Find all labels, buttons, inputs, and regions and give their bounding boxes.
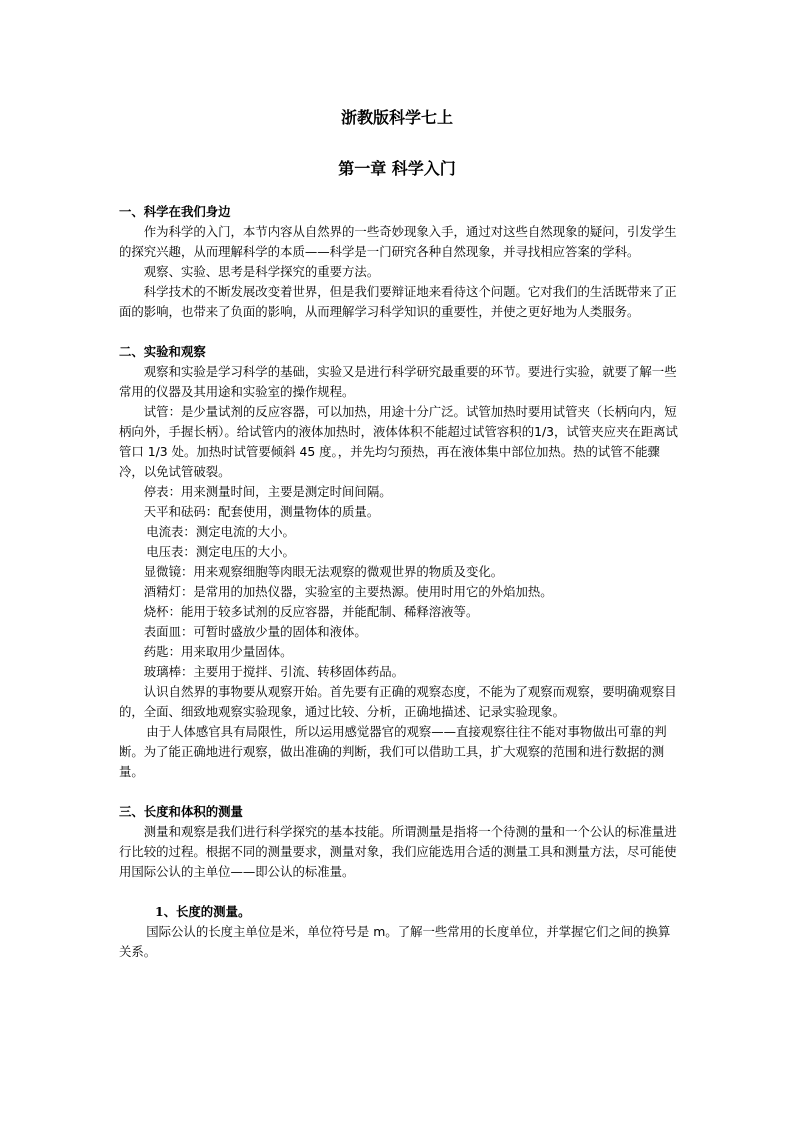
list-item: 显微镜：用来观察细胞等肉眼无法观察的微观世界的物质及变化。 — [143, 564, 504, 579]
list-item: 天平和砝码：配套使用，测量物体的质量。 — [143, 504, 380, 519]
paragraph: 作为科学的入门，本节内容从自然界的一些奇妙现象入手，通过对这些自然现象的疑问，引发学生的探究兴趣，从而理解科学的本质——科学是一门研究各种自然现象，并寻找相应答案的学科。 — [119, 224, 677, 259]
paragraph: 测量和观察是我们进行科学探究的基本技能。所谓测量是指将一个待测的量和一个公认的标准量进行比较的过程。根据不同的测量要求，测量对象，我们应能选用合适的测量工具和测量方法，尽可能使用国际公认的主单位——即公认的标准量。 — [119, 824, 677, 879]
paragraph: 由于人体感官具有局限性，所以运用感觉器官的观察——直接观察往往不能对事物做出可靠的判断。为了能正确地进行观察，做出准确的判断，我们可以借助工具，扩大观察的范围和进行数据的测量。 — [119, 724, 667, 779]
list-item: 药匙：用来取用少量固体。 — [143, 644, 293, 659]
document-body — [119, 202, 679, 962]
section-heading: 一、科学在我们身边 — [119, 204, 231, 219]
subsection-heading: 1、长度的测量。 — [155, 904, 251, 919]
paragraph: 观察、实验、思考是科学探究的重要方法。 — [143, 264, 380, 279]
list-item: 烧杯：能用于较多试剂的反应容器，并能配制、稀释溶液等。 — [143, 604, 479, 619]
paragraph: 国际公认的长度主单位是米，单位符号是 m。了解一些常用的长度单位，并掌握它们之间的换算关系。 — [119, 924, 671, 959]
section-heading: 三、长度和体积的测量 — [119, 804, 243, 819]
spacer — [119, 882, 679, 902]
paragraph: 观察和实验是学习科学的基础，实验又是进行科学研究最重要的环节。要进行实验，就要了解一些常用的仪器及其用途和实验室的操作规程。 — [119, 364, 677, 399]
list-item: 电压表：测定电压的大小。 — [146, 544, 295, 559]
list-item: 酒精灯：是常用的加热仪器，实验室的主要热源。使用时用它的外焰加热。 — [143, 584, 553, 599]
spacer — [119, 322, 679, 342]
list-item: 玻璃棒：主要用于搅拌、引流、转移固体药品。 — [143, 664, 404, 679]
paragraph: 试管：是少量试剂的反应容器，可以加热，用途十分广泛。试管加热时要用试管夹（长柄向内，短柄向外，手握长柄）。给试管内的液体加热时，液体体积不能超过试管容积的1/3，试管夹应夹在距离试管口 1/3 处。加热时试管要倾斜 45 度。，并先均匀预热，再在液体集中部位加热。热的试管不能骤冷，以免试管破裂。 — [119, 404, 678, 479]
spacer — [119, 782, 679, 802]
list-item: 停表：用来测量时间，主要是测定时间间隔。 — [143, 484, 392, 499]
chapter-title: 第一章 科学入门 — [338, 159, 456, 178]
paragraph: 科学技术的不断发展改变着世界，但是我们要辩证地来看待这个问题。它对我们的生活既带来了正面的影响，也带来了负面的影响，从而理解学习科学知识的重要性，并使之更好地为人类服务。 — [119, 284, 677, 319]
list-item: 电流表：测定电流的大小。 — [146, 524, 295, 539]
list-item: 表面皿：可暂时盛放少量的固体和液体。 — [143, 624, 367, 639]
paragraph: 认识自然界的事物要从观察开始。首先要有正确的观察态度，不能为了观察而观察，要明确观察目的，全面、细致地观察实验现象，通过比较、分析，正确地描述、记录实验现象。 — [119, 684, 677, 719]
document-title: 浙教版科学七上 — [340, 108, 453, 127]
section-heading: 二、实验和观察 — [119, 344, 206, 359]
